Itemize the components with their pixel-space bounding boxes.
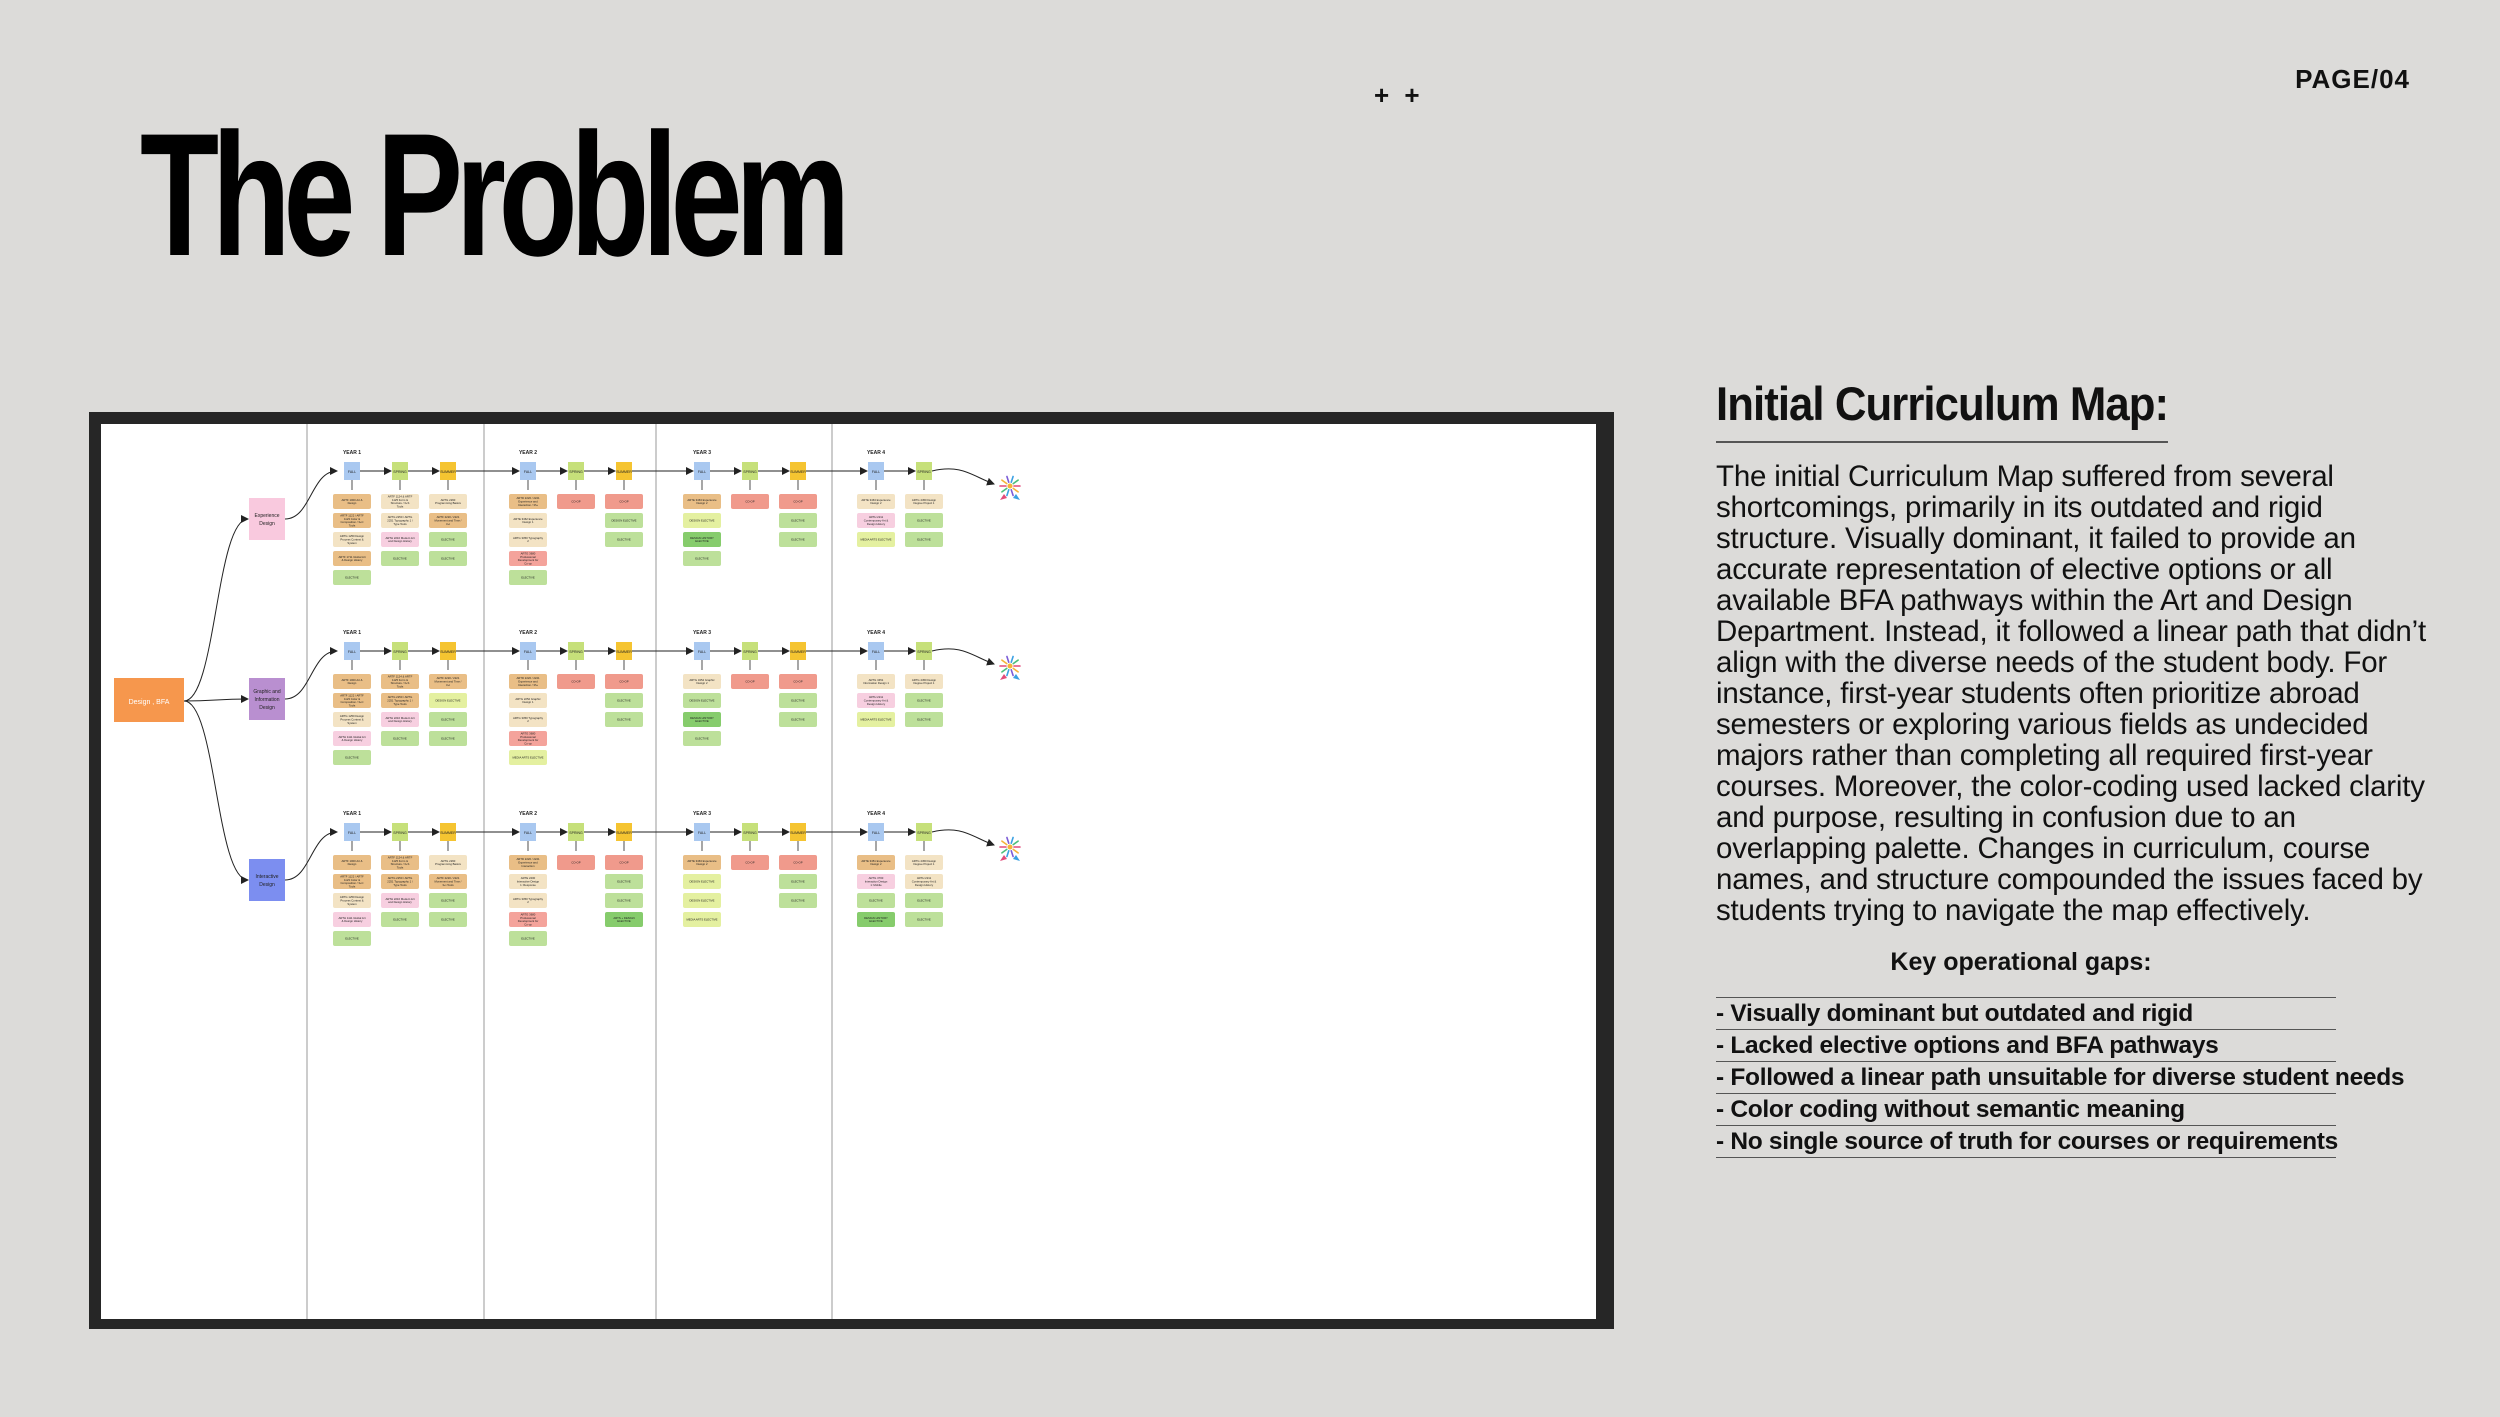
track-node: [249, 859, 285, 901]
term-label: SPRING: [393, 650, 407, 654]
track-connector: [285, 832, 337, 880]
course-label: 3+t: [446, 682, 450, 687]
course-label: System: [347, 720, 357, 725]
year-label: YEAR 3: [692, 811, 712, 817]
course-label: and Design History: [388, 900, 412, 905]
graduation-connector: [932, 469, 994, 484]
course-label: ARTG 3680: [520, 912, 536, 917]
course-label: ARTE 3463 Experience: [687, 497, 717, 502]
course-label: and Design History: [388, 719, 412, 724]
course-label: ARTF 1124 & ARTF: [387, 494, 413, 499]
course-label: ARTF 2220 / 2221: [436, 515, 460, 520]
course-label: ARTF 2220 / 2221: [436, 876, 460, 881]
course-label: ELECTIVE: [617, 898, 631, 903]
term-label: SPRING: [743, 470, 757, 474]
course-label: ELECTIVE: [791, 879, 805, 884]
course-label: ARTG 3451: [868, 677, 884, 682]
course-label: 2: [527, 900, 529, 905]
gap-item: - Lacked elective options and BFA pathways: [1716, 1030, 2336, 1062]
term-label: FALL: [871, 470, 881, 474]
gap-item: - No single source of truth for courses or requirements: [1716, 1126, 2336, 1158]
course-label: Design 1: [522, 700, 534, 705]
course-label: ELECTIVE: [695, 556, 709, 561]
course-label: CO-OP: [571, 679, 581, 684]
course-label: Contemporary Art &: [911, 879, 937, 884]
course-label: ELECTIVE: [617, 879, 631, 884]
term-label: SPRING: [743, 650, 757, 654]
course-label: Process Context &: [340, 537, 364, 542]
course-label: Professional: [520, 554, 536, 559]
course-label: Design 2: [696, 681, 708, 686]
course-label: CO-OP: [571, 860, 581, 865]
course-label: ELECTIVE: [869, 919, 883, 924]
course-label: Structure / 3+S: [390, 501, 410, 506]
term-label: FALL: [347, 831, 357, 835]
year-label: YEAR 4: [866, 450, 886, 456]
course-label: Professional: [520, 915, 536, 920]
course-label: 1: Response: [520, 882, 536, 887]
year-label: YEAR 1: [342, 811, 362, 817]
course-label: ELECTIVE: [345, 936, 359, 941]
course-label: ARTD 2220 / 2221: [516, 676, 540, 681]
year-label: YEAR 2: [518, 811, 538, 817]
course-label: CO-OP: [745, 679, 755, 684]
course-label: ARTG 2250 / ARTG: [387, 695, 413, 700]
course-label: 2: [527, 539, 529, 544]
track-node-label: Interactive: [255, 874, 279, 880]
course-label: 2: [527, 719, 529, 724]
course-label: ELECTIVE: [617, 537, 631, 542]
course-label: ARTG 2252 Graphic: [515, 696, 541, 701]
course-label: System: [347, 540, 357, 545]
track-connector: [184, 701, 248, 880]
year-label: YEAR 1: [342, 630, 362, 636]
course-label: Structure / 3+S: [390, 862, 410, 867]
course-label: DESIGN HISTORY: [690, 535, 714, 540]
course-label: 1125 Form &: [392, 497, 408, 502]
course-label: ELECTIVE: [917, 717, 931, 722]
term-label: SUMMER: [790, 831, 806, 835]
course-label: CO-OP: [745, 499, 755, 504]
course-label: ARTG 3350 Typography: [512, 715, 544, 720]
course-label: Composition / 3+C: [340, 881, 364, 886]
course-label: ARTG 2260: [440, 858, 456, 863]
course-label: Design 2: [696, 862, 708, 867]
course-label: ELECTIVE: [617, 717, 631, 722]
course-label: Experience and: [518, 499, 538, 504]
course-label: MEDIA ARTS ELECTIVE: [686, 917, 718, 922]
course-label: Tools: [396, 684, 404, 689]
course-label: ARTF 1000 Art &: [341, 497, 363, 502]
course-label: Type Tools: [393, 882, 407, 887]
course-label: Co-op: [524, 922, 532, 927]
course-label: ARTF 1122 / ARTF: [340, 513, 364, 518]
course-label: Experience and: [518, 679, 538, 684]
course-label: Programming Basics: [435, 501, 461, 506]
course-label: ARTG 2250 / ARTG: [387, 515, 413, 520]
course-label: ELECTIVE: [441, 537, 455, 542]
course-label: Design: [347, 862, 357, 867]
course-label: ELECTIVE: [521, 575, 535, 580]
course-label: & Design History: [341, 558, 363, 563]
gaps-list: [1716, 997, 2405, 1158]
course-label: ARTH 2211: [868, 695, 884, 700]
course-label: 1125 Form &: [392, 677, 408, 682]
course-label: DESIGN ELECTIVE: [689, 898, 715, 903]
course-label: Movement and Time /: [434, 679, 462, 684]
course-label: Design History: [914, 882, 934, 887]
year-label: YEAR 4: [866, 630, 886, 636]
course-label: ARTG 3454 Graphic: [689, 677, 715, 682]
term-label: SPRING: [569, 650, 583, 654]
course-label: ELECTIVE: [917, 537, 931, 542]
year-label: YEAR 3: [692, 630, 712, 636]
course-label: Degree Project 1: [913, 501, 935, 506]
course-label: ELECTIVE: [791, 698, 805, 703]
course-label: ELECTIVE: [441, 736, 455, 741]
course-label: 3+t Tools: [442, 882, 454, 887]
page-title: The Problem: [140, 98, 843, 293]
year-label: YEAR 1: [342, 450, 362, 456]
course-label: ELECTIVE: [791, 898, 805, 903]
plus-marks: + +: [1374, 80, 1424, 110]
course-label: Tools: [348, 884, 356, 889]
term-label: SUMMER: [440, 831, 456, 835]
course-label: CO-OP: [745, 860, 755, 865]
course-label: ELECTIVE: [917, 518, 931, 523]
course-label: ELECTIVE: [917, 898, 931, 903]
course-label: ELECTIVE: [521, 936, 535, 941]
course-label: ARTF 1000 Art &: [341, 858, 363, 863]
gap-item: - Visually dominant but outdated and rigid: [1716, 997, 2336, 1030]
course-label: Tools: [348, 523, 356, 528]
course-label: DESIGN HISTORY: [690, 715, 714, 720]
gaps-heading: Key operational gaps:: [1890, 948, 2152, 976]
course-label: ELECTIVE: [869, 898, 883, 903]
course-label: ELECTIVE: [393, 917, 407, 922]
course-label: ELECTIVE: [791, 717, 805, 722]
course-label: ARTF 1124 & ARTF: [387, 674, 413, 679]
term-label: SPRING: [569, 831, 583, 835]
course-label: ARTG 3350 Typography: [512, 535, 544, 540]
course-label: Type Tools: [393, 521, 407, 526]
course-label: ARTG 1250 Design: [339, 895, 365, 900]
course-label: Programming Basics: [435, 862, 461, 867]
course-label: ARTG 3680: [520, 551, 536, 556]
term-label: FALL: [523, 650, 533, 654]
course-label: & Design History: [341, 738, 363, 743]
course-label: ELECTIVE: [695, 719, 709, 724]
course-label: ELECTIVE: [345, 755, 359, 760]
course-label: & Design History: [341, 919, 363, 924]
course-label: Interactive Design: [516, 879, 540, 884]
course-label: ARTD 2220 / 2221: [516, 857, 540, 862]
course-label: CO-OP: [793, 499, 803, 504]
course-label: ARTG 1250 Design: [339, 714, 365, 719]
track-connector: [285, 471, 337, 519]
course-label: ARTF 1000 Art &: [341, 677, 363, 682]
course-label: ARTG 4450 Design: [911, 858, 937, 863]
course-label: ARTH 1111 Global Art: [338, 734, 366, 739]
track-node-label: Graphic and: [253, 689, 281, 695]
course-label: Interaction / 3h+: [517, 682, 539, 687]
course-label: ELECTIVE: [393, 736, 407, 741]
track-node-label: Experience: [254, 513, 280, 519]
course-label: Degree Project 1: [913, 862, 935, 867]
side-heading: Initial Curriculum Map:: [1716, 376, 2168, 443]
course-label: Design History: [866, 701, 886, 706]
curriculum-map-diagram: [101, 424, 1596, 1319]
course-label: Development for: [517, 919, 539, 924]
course-label: ARTG 3680: [520, 731, 536, 736]
course-label: DESIGN ELECTIVE: [689, 879, 715, 884]
course-label: ARTH 2211: [916, 876, 932, 881]
course-label: Tools: [396, 504, 404, 509]
curriculum-map-frame: [89, 412, 1614, 1329]
term-label: FALL: [697, 470, 707, 474]
term-label: SPRING: [393, 470, 407, 474]
course-label: ARTG 3350 Typography: [512, 896, 544, 901]
term-label: FALL: [871, 650, 881, 654]
course-label: ARTF 1124 & ARTF: [387, 855, 413, 860]
course-label: ARTE 3463 Experience: [687, 858, 717, 863]
course-label: Process Context &: [340, 898, 364, 903]
course-label: Design 2: [870, 862, 882, 867]
track-node-label: Design: [259, 882, 275, 888]
course-label: 2251 Typography 1 /: [387, 698, 413, 703]
course-label: ARTE 3463 Experience: [861, 497, 891, 502]
term-label: SUMMER: [790, 470, 806, 474]
course-label: ELECTIVE: [695, 539, 709, 544]
year-label: YEAR 4: [866, 811, 886, 817]
course-label: ELECTIVE: [617, 919, 631, 924]
course-label: Experience and: [518, 860, 538, 865]
course-label: Movement and Time /: [434, 879, 462, 884]
course-label: ARTF 1711 Global Art: [338, 554, 366, 559]
course-label: CO-OP: [619, 860, 629, 865]
course-label: ELECTIVE: [695, 736, 709, 741]
course-label: ARTG 3700: [868, 876, 884, 881]
course-label: Interaction / 3h+: [517, 502, 539, 507]
root-node-label: Design , BFA: [128, 699, 170, 706]
track-node-label: Design: [259, 705, 275, 711]
course-label: CO-OP: [793, 860, 803, 865]
page-number: PAGE/04: [2295, 64, 2410, 94]
course-label: DESIGN ELECTIVE: [689, 518, 715, 523]
course-label: CO-OP: [793, 679, 803, 684]
course-label: ARTG 4450 Design: [911, 497, 937, 502]
course-label: DESIGN HISTORY: [864, 915, 888, 920]
term-label: FALL: [347, 470, 357, 474]
course-label: Composition / 3+C: [340, 700, 364, 705]
course-label: ARTE 3451 Experience: [861, 858, 891, 863]
track-connector: [285, 651, 337, 699]
course-label: DESIGN ELECTIVE: [435, 698, 461, 703]
course-label: ARTF 2220 / 2221: [436, 676, 460, 681]
term-label: SUMMER: [440, 650, 456, 654]
year-label: YEAR 2: [518, 630, 538, 636]
course-label: and Design History: [388, 539, 412, 544]
course-label: DESIGN ELECTIVE: [611, 518, 637, 523]
course-label: 1123 Color &: [343, 877, 361, 882]
course-label: ARTS + DESIGN: [613, 915, 635, 920]
course-label: Design: [347, 681, 357, 686]
side-paragraph: The initial Curriculum Map suffered from several shortcomings, primarily in its outdated and rigid structure. Visually dominant, it failed to provide an accurate representation of elective options or all available BFA pathways within the Art and Design Department. Instead, it followed a linear path that didn’t align with the diverse needs of the student body. For instance, first-year students often prioritize abroad semesters or exploring various fields as undecided majors rather than completing all required first-year courses. Moreover, the color-coding used lacked clarity and purpose, resulting in confusion due to an overlapping palette. Changes in curriculum, course names, and structure compounded the issues faced by students trying to navigate the map effectively.: [1716, 460, 2426, 927]
course-label: CO-OP: [571, 499, 581, 504]
course-label: Design 1: [522, 520, 534, 525]
course-label: ARTE 2400: [520, 876, 536, 881]
course-label: Development for: [517, 738, 539, 743]
term-label: SPRING: [917, 470, 931, 474]
course-label: System: [347, 901, 357, 906]
graduation-connector: [932, 649, 994, 664]
celebration-icon: [1000, 656, 1020, 680]
term-label: SPRING: [569, 470, 583, 474]
course-label: Contemporary Art &: [863, 698, 889, 703]
course-label: ELECTIVE: [393, 556, 407, 561]
term-label: SPRING: [917, 650, 931, 654]
course-label: 1125 Form &: [392, 858, 408, 863]
term-label: SUMMER: [616, 650, 632, 654]
gap-item: - Color coding without semantic meaning: [1716, 1094, 2336, 1126]
course-label: 2251 Typography 1 /: [387, 518, 413, 523]
course-label: ELECTIVE: [441, 717, 455, 722]
course-label: DESIGN ELECTIVE: [689, 698, 715, 703]
course-label: 2251 Typography 1 /: [387, 879, 413, 884]
course-label: ARTF 1122 / ARTF: [340, 693, 364, 698]
term-label: FALL: [871, 831, 881, 835]
course-label: ARTG 4450 Design: [911, 677, 937, 682]
course-label: ELECTIVE: [791, 518, 805, 523]
course-label: ELECTIVE: [791, 537, 805, 542]
course-label: ARTG 2260: [440, 497, 456, 502]
graduation-connector: [932, 830, 994, 845]
course-label: ARTG 2250 / ARTG: [387, 876, 413, 881]
course-label: ELECTIVE: [617, 698, 631, 703]
course-label: CO-OP: [619, 679, 629, 684]
course-label: Contemporary Art &: [863, 518, 889, 523]
course-label: ELECTIVE: [441, 917, 455, 922]
course-label: ARTH 2210 Modern Art: [385, 535, 415, 540]
course-label: Professional: [520, 734, 536, 739]
celebration-icon: [1000, 837, 1020, 861]
track-node: [249, 498, 285, 540]
curriculum-map-canvas: [101, 424, 1596, 1319]
course-label: Degree Project 1: [913, 681, 935, 686]
course-label: ELECTIVE: [345, 575, 359, 580]
year-label: YEAR 2: [518, 450, 538, 456]
track-node-label: Design: [259, 521, 275, 527]
track-node-label: Information: [254, 697, 280, 703]
course-label: Interaction: [521, 863, 535, 868]
course-label: ARTH 2210 Modern Art: [385, 715, 415, 720]
course-label: 1: Mobile: [870, 882, 882, 887]
course-label: 1123 Color &: [343, 696, 361, 701]
course-label: Movement and Time /: [434, 518, 462, 523]
course-label: Interaction Design: [864, 879, 888, 884]
course-label: MEDIA ARTS ELECTIVE: [860, 717, 892, 722]
term-label: SPRING: [743, 831, 757, 835]
course-label: ARTH 2211: [868, 515, 884, 520]
course-label: ARTE 3462 Experience: [513, 516, 543, 521]
term-label: FALL: [523, 470, 533, 474]
course-label: Development for: [517, 558, 539, 563]
term-label: SPRING: [393, 831, 407, 835]
course-label: ELECTIVE: [917, 917, 931, 922]
course-label: Tools: [396, 865, 404, 870]
course-label: 1123 Color &: [343, 516, 361, 521]
track-connector: [184, 519, 248, 701]
term-label: FALL: [697, 831, 707, 835]
celebration-icon: [1000, 476, 1020, 500]
course-label: ARTH 2210 Modern Art: [385, 896, 415, 901]
course-label: ELECTIVE: [441, 898, 455, 903]
course-label: CO-OP: [619, 499, 629, 504]
course-label: Composition / 3+C: [340, 520, 364, 525]
term-label: FALL: [697, 650, 707, 654]
term-label: FALL: [347, 650, 357, 654]
term-label: SPRING: [917, 831, 931, 835]
side-panel: [1716, 376, 2436, 1158]
course-label: Structure / 3+S: [390, 681, 410, 686]
course-label: Process Context &: [340, 717, 364, 722]
course-label: ELECTIVE: [917, 698, 931, 703]
term-label: SUMMER: [616, 470, 632, 474]
course-label: ARTG 1250 Design: [339, 534, 365, 539]
course-label: MEDIA ARTS ELECTIVE: [512, 755, 544, 760]
term-label: SUMMER: [790, 650, 806, 654]
track-connector: [184, 699, 248, 701]
course-label: Information Design 1: [863, 681, 889, 686]
term-label: SUMMER: [440, 470, 456, 474]
course-label: Type Tools: [393, 701, 407, 706]
course-label: Design 2: [870, 501, 882, 506]
course-label: 3+t: [446, 521, 450, 526]
term-label: FALL: [523, 831, 533, 835]
course-label: Co-op: [524, 561, 532, 566]
course-label: ARTF 1122 / ARTF: [340, 874, 364, 879]
gap-item: - Followed a linear path unsuitable for diverse student needs: [1716, 1062, 2336, 1094]
course-label: Design: [347, 501, 357, 506]
course-label: Design History: [866, 521, 886, 526]
course-label: Co-op: [524, 741, 532, 746]
course-label: Design 2: [696, 501, 708, 506]
course-label: ARTH 1111 Global Art: [338, 915, 366, 920]
course-label: Tools: [348, 703, 356, 708]
year-label: YEAR 3: [692, 450, 712, 456]
course-label: MEDIA ARTS ELECTIVE: [860, 537, 892, 542]
course-label: ELECTIVE: [441, 556, 455, 561]
course-label: ARTD 2220 / 2221: [516, 496, 540, 501]
term-label: SUMMER: [616, 831, 632, 835]
